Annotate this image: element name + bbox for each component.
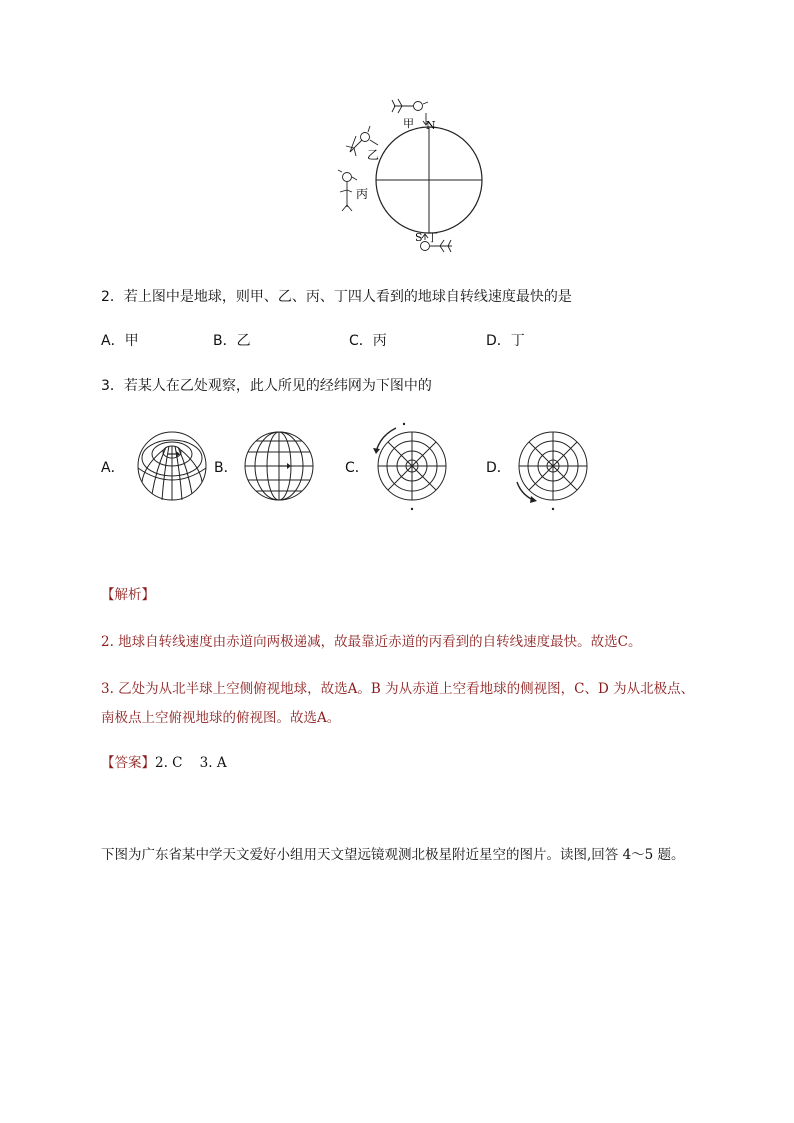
question-2-option-a: A．甲 [101,333,139,349]
analysis-line-2: 2. 地球自转线速度由赤道向两极递减，故最靠近赤道的丙看到的自转线速度最快。故选C。 [101,634,642,650]
intro-text: 下图为广东省某中学天文爱好小组用天文望远镜观测北极星附近星空的图片。读图,回答 4～5 题。 [101,847,685,863]
label-jia: 甲 [403,117,414,130]
question-3-option-c: C． [345,460,369,476]
label-yi: 乙 [367,148,380,162]
globe-option-c [374,420,450,510]
label-ding: 丁 [427,231,438,244]
globe-option-a [136,430,208,502]
question-2-option-c: C．丙 [349,333,387,349]
answer-text: 2. C 3. A [155,755,227,771]
question-3-stem: 3．若某人在乙处观察，此人所见的经纬网为下图中的 [101,378,432,394]
globe-option-d [513,420,593,510]
earth-observers-figure [330,92,490,262]
answer-tag: 【答案】 [101,755,155,771]
question-2-option-b: B．乙 [213,333,251,349]
question-3-option-d: D． [486,460,511,476]
answer-line [101,751,227,771]
question-2-stem: 2．若上图中是地球，则甲、乙、丙、丁四人看到的地球自转线速度最快的是 [101,289,572,305]
analysis-line-3b: 南极点上空俯视地球的俯视图。故选A。 [101,710,341,726]
question-3-option-b: B． [214,460,238,476]
analysis-heading: 【解析】 [101,587,155,603]
label-south: S [415,231,423,244]
label-bing: 丙 [356,187,369,201]
question-3-option-a: A． [101,460,125,476]
globe-option-b [243,430,315,502]
observer-bing-icon [338,170,357,211]
label-north: N [426,119,436,132]
question-2-option-d: D．丁 [486,333,525,349]
analysis-line-3a: 3. 乙处为从北半球上空侧俯视地球，故选A。B 为从赤道上空看地球的侧视图，C、D 为从北极点、 [101,681,695,697]
